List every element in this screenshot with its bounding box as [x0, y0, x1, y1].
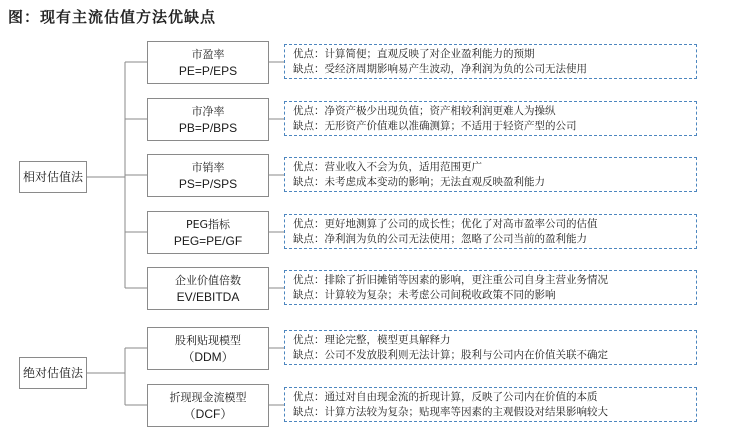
method-formula: PB=P/BPS: [178, 120, 238, 135]
method-box-pe: [147, 41, 269, 84]
cons-text: 缺点：计算方法较为复杂；贴现率等因素的主观假设对结果影响较大: [293, 406, 608, 418]
pros-text: 优点：营业收入不会为负，适用范围更广: [293, 161, 482, 173]
cons-text: 缺点：无形资产价值难以准确测算；不适用于轻资产型的公司: [293, 120, 577, 132]
cons-text: 缺点：未考虑成本变动的影响；无法直观反映盈利能力: [293, 176, 545, 188]
pros-text: 优点：通过对自由现金流的折现计算，反映了公司内在价值的本质: [293, 391, 598, 403]
method-formula: （DDM）: [182, 349, 234, 364]
method-formula: EV/EBITDA: [176, 289, 240, 304]
method-box-ddm: [147, 327, 269, 370]
cons-text: 缺点：公司不发放股利则无法计算；股利与公司内在价值关联不确定: [293, 349, 608, 361]
cons-text: 缺点：受经济周期影响易产生波动，净利润为负的公司无法使用: [293, 63, 587, 75]
pros-text: 优点：净资产极少出现负值；资产相较利润更难人为操纵: [293, 105, 556, 117]
pros-text: 优点：计算简便；直观反映了对企业盈利能力的预期: [293, 48, 535, 60]
method-formula: PS=P/SPS: [178, 176, 238, 191]
method-name: 折现现金流模型: [169, 390, 247, 404]
method-formula: PEG=PE/GF: [173, 233, 243, 248]
method-name: 市净率: [191, 104, 225, 118]
category-label: 相对估值法: [22, 170, 83, 184]
method-box-dcf: [147, 384, 269, 427]
detail-box-ps: [284, 157, 697, 192]
category-relative-valuation: [19, 161, 87, 193]
method-box-ps: [147, 154, 269, 197]
method-formula: PE=P/EPS: [178, 63, 238, 78]
method-box-peg: [147, 211, 269, 254]
figure-title: 图：现有主流估值方法优缺点: [8, 8, 217, 26]
pros-text: 优点：排除了折旧摊销等因素的影响，更注重公司自身主营业务情况: [293, 274, 608, 286]
method-box-pb: [147, 98, 269, 141]
method-name: PEG指标: [185, 217, 231, 231]
pros-text: 优点：理论完整，模型更具解释力: [293, 334, 451, 346]
category-label: 绝对估值法: [22, 366, 83, 380]
cons-text: 缺点：净利润为负的公司无法使用；忽略了公司当前的盈利能力: [293, 233, 587, 245]
detail-box-dcf: [284, 387, 697, 422]
category-absolute-valuation: [19, 357, 87, 389]
detail-box-pe: [284, 44, 697, 79]
pros-text: 优点：更好地测算了公司的成长性；优化了对高市盈率公司的估值: [293, 218, 598, 230]
method-name: 企业价值倍数: [175, 273, 241, 287]
detail-box-peg: [284, 214, 697, 249]
method-name: 股利贴现模型: [175, 333, 241, 347]
method-name: 市销率: [191, 160, 225, 174]
method-name: 市盈率: [191, 47, 225, 61]
cons-text: 缺点：计算较为复杂；未考虑公司间税收政策不同的影响: [293, 289, 556, 301]
method-formula: （DCF）: [183, 406, 233, 421]
detail-box-ev-ebitda: [284, 270, 697, 305]
detail-box-ddm: [284, 330, 697, 365]
detail-box-pb: [284, 101, 697, 136]
method-box-ev-ebitda: [147, 267, 269, 310]
